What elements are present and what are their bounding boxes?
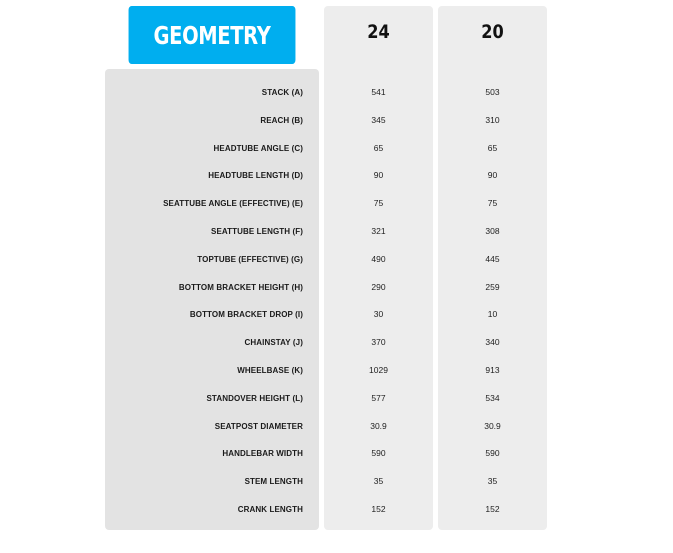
geometry-title: GEOMETRY — [129, 6, 296, 64]
size-column-20 — [438, 6, 547, 530]
row-label: SEATTUBE LENGTH (F) — [211, 226, 303, 236]
value-list — [438, 79, 547, 524]
row-value: 490 — [371, 253, 386, 264]
row-value: 35 — [487, 476, 498, 487]
row-value: 534 — [485, 392, 500, 403]
row-label: STANDOVER HEIGHT (L) — [206, 393, 303, 403]
row-value: 10 — [487, 309, 498, 320]
value-list — [324, 79, 433, 524]
row-value: 65 — [487, 142, 498, 153]
row-value: 35 — [373, 476, 384, 487]
geometry-table — [105, 6, 549, 530]
row-value: 152 — [485, 503, 500, 514]
row-value: 30 — [373, 309, 384, 320]
row-value: 290 — [371, 281, 386, 292]
row-value: 577 — [371, 392, 386, 403]
row-value: 152 — [371, 503, 386, 514]
label-column — [105, 69, 319, 530]
label-list — [105, 79, 319, 524]
row-label: BOTTOM BRACKET DROP (I) — [189, 310, 303, 320]
row-value: 340 — [485, 337, 500, 348]
row-label: BOTTOM BRACKET HEIGHT (H) — [178, 282, 303, 292]
row-value: 345 — [371, 114, 386, 125]
row-value: 503 — [485, 87, 500, 97]
row-label: WHEELBASE (K) — [237, 365, 303, 375]
row-label: STEM LENGTH — [244, 477, 303, 487]
row-value: 30.9 — [370, 420, 387, 431]
row-value: 259 — [485, 281, 500, 292]
row-value: 321 — [371, 225, 386, 236]
row-label: SEATTUBE ANGLE (EFFECTIVE) (E) — [163, 199, 303, 209]
row-value: 30.9 — [484, 420, 501, 431]
row-value: 75 — [487, 198, 498, 209]
row-value: 1029 — [369, 364, 388, 375]
row-value: 370 — [371, 337, 386, 348]
size-header: 20 — [481, 21, 504, 43]
row-value: 65 — [373, 142, 384, 153]
row-label: TOPTUBE (EFFECTIVE) (G) — [197, 254, 303, 264]
size-header: 24 — [367, 21, 390, 43]
row-value: 90 — [487, 170, 498, 181]
row-value: 310 — [485, 114, 500, 125]
row-label: CHAINSTAY (J) — [244, 338, 303, 348]
row-value: 913 — [485, 364, 500, 375]
row-value: 90 — [373, 170, 384, 181]
row-label: HEADTUBE ANGLE (C) — [213, 143, 303, 153]
row-value: 75 — [373, 198, 384, 209]
row-label: HEADTUBE LENGTH (D) — [208, 171, 303, 181]
row-label: CRANK LENGTH — [237, 504, 303, 514]
row-label: SEATPOST DIAMETER — [214, 421, 303, 431]
row-value: 445 — [485, 253, 500, 264]
row-value: 308 — [485, 225, 500, 236]
row-value: 590 — [371, 448, 386, 459]
row-label: STACK (A) — [261, 88, 303, 97]
size-column-24 — [324, 6, 433, 530]
row-value: 541 — [371, 87, 386, 97]
row-value: 590 — [485, 448, 500, 459]
row-label: HANDLEBAR WIDTH — [222, 449, 303, 459]
row-label: REACH (B) — [260, 115, 303, 125]
